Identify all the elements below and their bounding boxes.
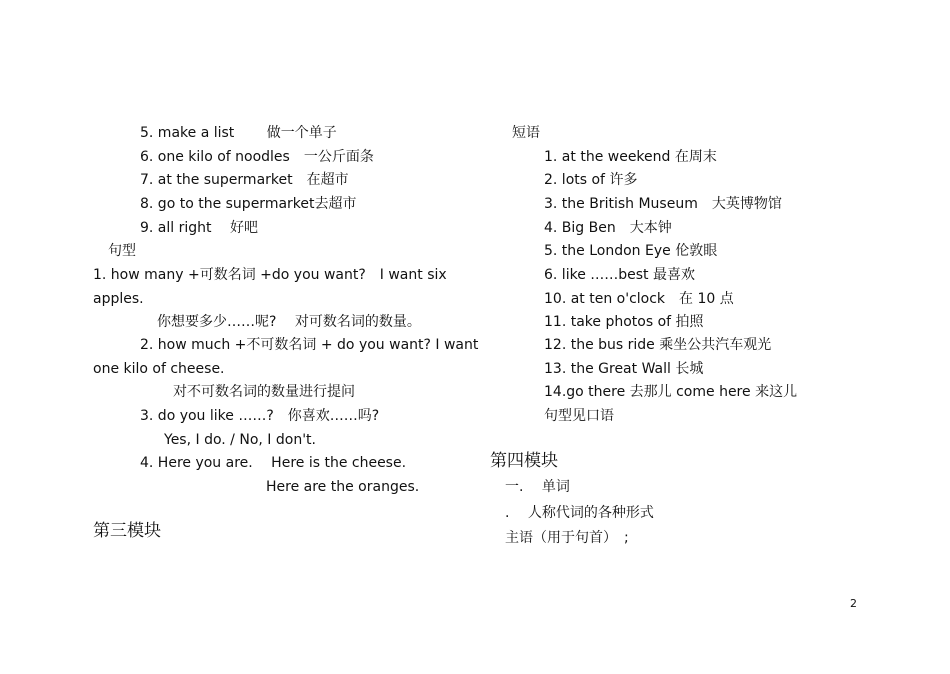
sentence-2-translation: 对不可数名词的数量进行提问: [173, 384, 355, 400]
sentence-2-line-2: one kilo of cheese.: [93, 361, 225, 377]
phrase-10: 10. at ten o'clock 在 10 点: [544, 291, 734, 307]
page-number: 2: [850, 597, 857, 610]
phrase-1: 1. at the weekend 在周末: [544, 149, 717, 165]
phrase-13: 13. the Great Wall 长城: [544, 361, 704, 377]
sentence-heading: 句型: [108, 243, 136, 259]
sentence-reference: 句型见口语: [544, 408, 614, 424]
subsection-pronouns: . 人称代词的各种形式: [505, 505, 654, 521]
vocab-item-5: 5. make a list 做一个单子: [140, 125, 337, 141]
phrase-2: 2. lots of 许多: [544, 172, 638, 188]
sentence-2-line-1: 2. how much +不可数名词 + do you want? I want: [140, 337, 479, 353]
phrase-6: 6. like ……best 最喜欢: [544, 267, 695, 283]
sentence-4-line-2: Here are the oranges.: [266, 479, 420, 495]
sentence-1-translation: 你想要多少……呢? 对可数名词的数量。: [157, 314, 421, 330]
phrase-12: 12. the bus ride 乘坐公共汽车观光: [544, 337, 772, 353]
module-3-heading: 第三模块: [93, 521, 161, 541]
subsection-words: 一. 单词: [505, 479, 570, 495]
sentence-3-answer: Yes, I do. / No, I don't.: [164, 432, 316, 448]
vocab-item-7: 7. at the supermarket 在超市: [140, 172, 349, 188]
phrase-4: 4. Big Ben 大本钟: [544, 220, 672, 236]
sentence-1-line-1: 1. how many +可数名词 +do you want? I want six: [93, 267, 447, 283]
vocab-item-6: 6. one kilo of noodles 一公斤面条: [140, 149, 374, 165]
phrases-heading: 短语: [512, 125, 540, 141]
phrase-11: 11. take photos of 拍照: [544, 314, 704, 330]
module-4-heading: 第四模块: [490, 451, 558, 471]
sentence-4-line-1: 4. Here you are. Here is the cheese.: [140, 455, 407, 471]
phrase-3: 3. the British Museum 大英博物馆: [544, 196, 782, 212]
phrase-5: 5. the London Eye 伦敦眼: [544, 243, 718, 259]
subsection-subject: 主语（用于句首） ;: [505, 530, 629, 546]
sentence-1-line-2: apples.: [93, 291, 144, 307]
vocab-item-9: 9. all right 好吧: [140, 220, 258, 236]
phrase-14: 14.go there 去那儿 come here 来这儿: [544, 384, 798, 400]
vocab-item-8: 8. go to the supermarket去超市: [140, 196, 357, 212]
sentence-3-line-1: 3. do you like ……? 你喜欢……吗?: [140, 408, 380, 424]
